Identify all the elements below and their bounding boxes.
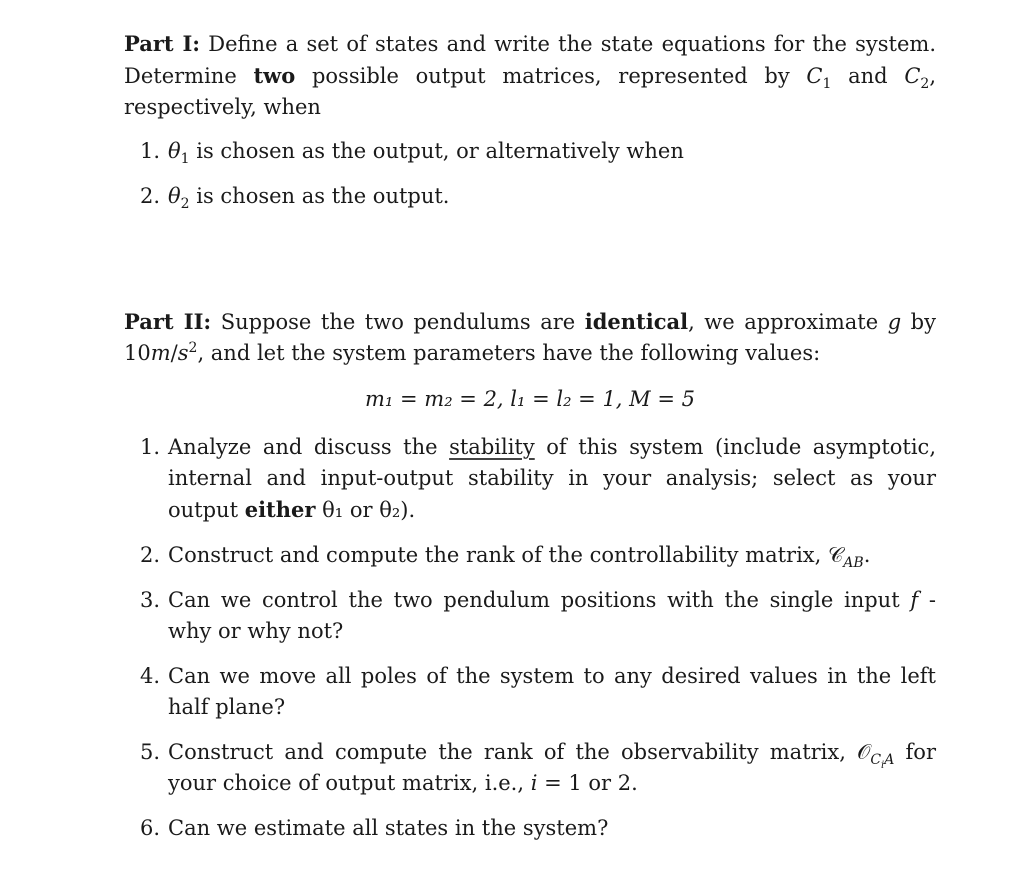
list-item xyxy=(124,136,936,167)
part2-intro-text-b: , we approximate xyxy=(688,310,888,334)
unit-m: m xyxy=(150,341,171,365)
part1-intro-text-c: , respectively, when xyxy=(124,64,936,119)
list-item xyxy=(124,181,936,212)
i-symbol: i xyxy=(530,771,538,795)
list-item xyxy=(124,737,936,799)
list-item-text: Can we move all poles of the system to any desired values in the left half plane? xyxy=(168,664,936,719)
part2-section xyxy=(124,306,936,369)
obs-sub-c: C xyxy=(870,752,882,769)
list-number: 1. xyxy=(140,435,161,459)
part1-heading: Part I: xyxy=(124,31,201,56)
unit-exponent: 2 xyxy=(188,340,198,356)
list-item-text: Analyze and discuss the xyxy=(168,435,450,459)
list-item-end: . xyxy=(863,543,871,567)
underlined-word: stability xyxy=(449,435,535,459)
list-item-text: is chosen as the output, or alternatively when xyxy=(189,139,684,163)
list-item-text: Can we estimate all states in the system? xyxy=(168,816,609,840)
unit-s: s xyxy=(177,341,189,365)
list-item-text: for your choice of output matrix, i.e., xyxy=(168,740,936,795)
obs-sub-i: i xyxy=(881,759,885,771)
list-item-text: - why or why not? xyxy=(168,588,936,643)
list-item xyxy=(124,813,936,844)
list-item-text: Construct and compute the rank of the observability matrix, 𝒪 xyxy=(168,740,871,764)
list-item xyxy=(124,540,936,571)
list-number: 4. xyxy=(140,664,161,688)
c2-symbol: C xyxy=(904,64,921,88)
list-number: 2. xyxy=(140,543,161,567)
list-item-text: Construct and compute the rank of the controllability matrix, 𝒞 xyxy=(168,543,844,567)
list-item-text: = 1 or 2. xyxy=(537,771,638,795)
list-number: 1. xyxy=(140,139,161,163)
observability-subscript xyxy=(870,752,895,771)
list-item-text: Can we control the two pendulum positions with the single input xyxy=(168,588,911,612)
part2-heading: Part II: xyxy=(124,309,212,334)
matrix-subscript: AB xyxy=(843,555,864,572)
part1-and: and xyxy=(831,64,905,88)
theta-subscript: 1 xyxy=(180,151,190,168)
part1-list xyxy=(124,136,936,212)
list-number: 5. xyxy=(140,740,161,764)
c2-subscript: 2 xyxy=(920,76,930,93)
part2-intro-text-c: by 10 xyxy=(124,310,936,365)
part2-intro-text-a: Suppose the two pendulums are xyxy=(211,310,585,334)
bold-word: either xyxy=(244,497,316,522)
part1-intro xyxy=(124,28,936,123)
list-number: 2. xyxy=(140,184,161,208)
f-symbol: f xyxy=(910,588,919,612)
part2-intro xyxy=(124,306,936,369)
theta-symbol: θ xyxy=(168,184,181,208)
list-number: 6. xyxy=(140,816,161,840)
unit-slash: / xyxy=(170,341,178,365)
part1-intro-text-b: possible output matrices, represented by xyxy=(295,64,807,88)
part1-intro-bold: two xyxy=(253,63,296,88)
g-symbol: g xyxy=(887,310,902,334)
list-item-text: is chosen as the output. xyxy=(189,184,450,208)
list-item-text: of this system (include asymptotic, internal and input-output stability in your analysis; select as your output xyxy=(168,435,936,522)
part2-intro-text-d: , and let the system parameters have the following values: xyxy=(197,341,821,365)
list-item xyxy=(124,585,936,647)
part1-intro-text-a: Define a set of states and write the state equations for the system. Determine xyxy=(124,32,937,88)
list-item xyxy=(124,432,936,526)
list-item-text: θ₁ or θ₂). xyxy=(315,498,416,522)
parameter-equation: m₁ = m₂ = 2, l₁ = l₂ = 1, M = 5 xyxy=(365,387,695,411)
list-number: 3. xyxy=(140,588,161,612)
part2-list xyxy=(124,432,936,844)
part2-intro-bold: identical xyxy=(584,309,689,334)
part1-section xyxy=(124,28,936,123)
theta-subscript: 2 xyxy=(180,196,190,213)
c1-subscript: 1 xyxy=(822,76,832,93)
obs-sub-a: A xyxy=(884,752,895,769)
c1-symbol: C xyxy=(806,64,823,88)
theta-symbol: θ xyxy=(168,139,181,163)
list-item xyxy=(124,661,936,723)
